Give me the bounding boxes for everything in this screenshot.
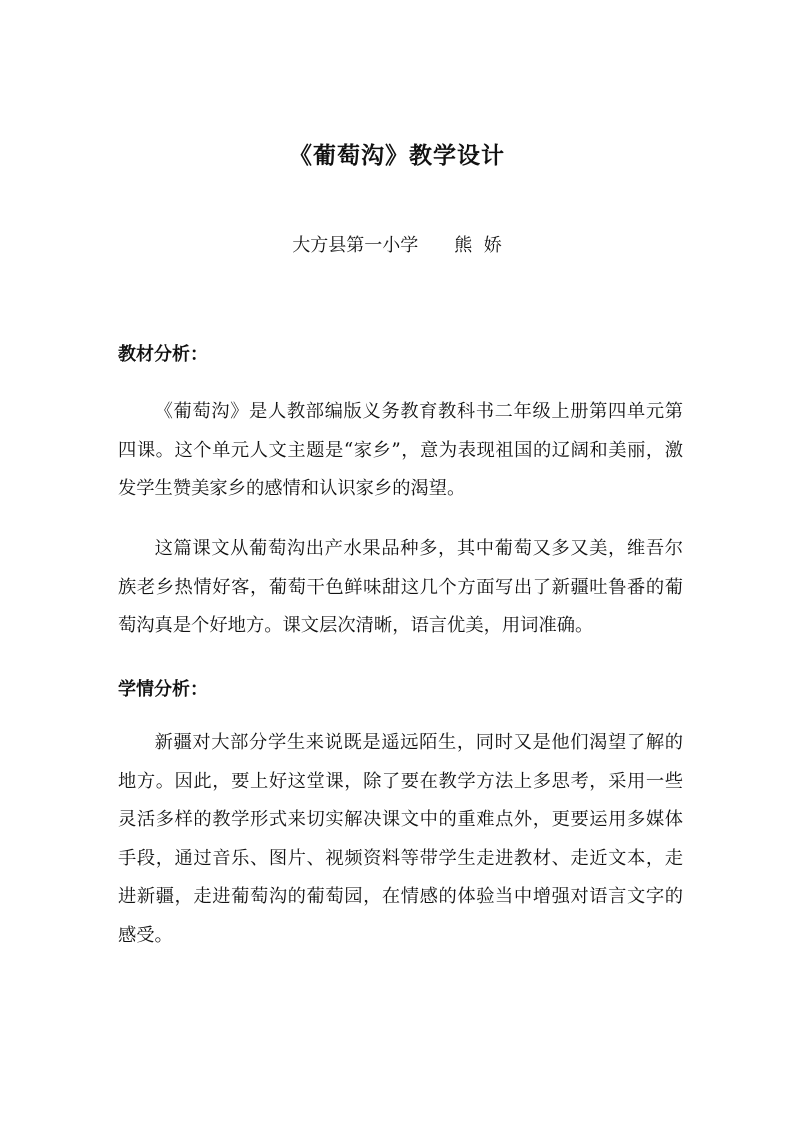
section-heading-textbook-analysis: 教材分析：	[118, 344, 208, 365]
document-title: 《葡萄沟》教学设计	[289, 142, 505, 169]
author-line	[0, 232, 794, 260]
paragraph-textbook-analysis-1: 《葡萄沟》是人教部编版义务教育教科书二年级上册第四单元第四课。这个单元人文主题是“家乡”，意为表现祖国的辽阔和美丽，激发学生赞美家乡的感情和认识家乡的渴望。	[118, 401, 683, 499]
paragraph-student-analysis-1: 新疆对大部分学生来说既是遥远陌生，同时又是他们渴望了解的地方。因此，要上好这堂课，除了要在教学方法上多思考，采用一些灵活多样的教学形式来切实解决课文中的重难点外，更要运用多媒体手段，通过音乐、图片、视频资料等带学生走进教材、走近文本，走进新疆，走进葡萄沟的葡萄园，在情感的体验当中增强对语言文字的感受。	[118, 732, 683, 946]
section-heading-student-analysis: 学情分析：	[118, 679, 208, 700]
author-name: 熊 娇	[454, 235, 502, 256]
paragraph-textbook-analysis-2: 这篇课文从葡萄沟出产水果品种多，其中葡萄又多又美，维吾尔族老乡热情好客，葡萄干色鲜味甜这几个方面写出了新疆吐鲁番的葡萄沟真是个好地方。课文层次清晰，语言优美，用词准确。	[118, 538, 683, 636]
author-school: 大方县第一小学	[292, 235, 419, 256]
